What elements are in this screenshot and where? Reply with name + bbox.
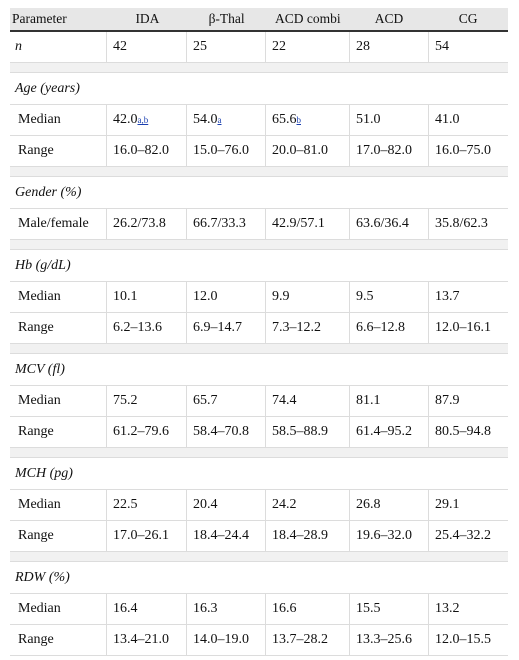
table-cell xyxy=(106,625,186,655)
cell-text: 80.5–94.8 xyxy=(435,424,491,439)
cell-text: 29.1 xyxy=(435,497,460,512)
table-cell xyxy=(349,490,428,520)
cell-text: 16.6 xyxy=(272,601,297,616)
cell-text: 12.0–16.1 xyxy=(435,320,491,335)
cell-text: Median xyxy=(18,393,61,408)
section-label: Age (years) xyxy=(15,80,80,96)
cell-text: 24.2 xyxy=(272,497,297,512)
table-cell xyxy=(428,594,508,624)
table-cell xyxy=(106,521,186,551)
section-spacer xyxy=(10,344,508,354)
table-cell xyxy=(428,386,508,416)
cell-text: 16.4 xyxy=(113,601,138,616)
section-header-row xyxy=(10,354,508,386)
cell-text: 25 xyxy=(193,39,207,54)
section-spacer xyxy=(10,63,508,73)
row-label xyxy=(10,625,106,655)
cell-text: 6.6–12.8 xyxy=(356,320,405,335)
cell-text: 26.2/73.8 xyxy=(113,216,166,231)
table-cell xyxy=(186,282,265,312)
cell-text: 10.1 xyxy=(113,289,138,304)
section-label: Hb (g/dL) xyxy=(15,257,71,273)
section-spacer xyxy=(10,240,508,250)
data-table xyxy=(10,8,508,656)
table-cell xyxy=(106,313,186,343)
table-cell xyxy=(428,105,508,135)
section-label: MCV (fl) xyxy=(15,361,65,377)
row-label xyxy=(10,490,106,520)
section-spacer xyxy=(10,448,508,458)
table-cell xyxy=(428,209,508,239)
cell-text: 58.4–70.8 xyxy=(193,424,249,439)
cell-text: 6.2–13.6 xyxy=(113,320,162,335)
table-cell xyxy=(265,313,349,343)
row-label xyxy=(10,282,106,312)
section-header-row xyxy=(10,73,508,105)
cell-text: 18.4–24.4 xyxy=(193,528,249,543)
table-cell xyxy=(349,521,428,551)
table-cell xyxy=(428,521,508,551)
section-header-row xyxy=(10,177,508,209)
cell-text: 63.6/36.4 xyxy=(356,216,409,231)
cell-text: 9.5 xyxy=(356,289,374,304)
cell-text: 9.9 xyxy=(272,289,290,304)
table-cell xyxy=(106,209,186,239)
row-label xyxy=(10,209,106,239)
cell-text: 16.0–75.0 xyxy=(435,143,491,158)
table-cell xyxy=(106,282,186,312)
cell-text: 81.1 xyxy=(356,393,381,408)
header-acd-combi: ACD combi xyxy=(274,11,341,26)
section-header-row xyxy=(10,562,508,594)
cell-text: 22.5 xyxy=(113,497,138,512)
table-cell xyxy=(349,105,428,135)
header-acd: ACD xyxy=(374,11,404,26)
table-row xyxy=(10,105,508,136)
cell-text: Median xyxy=(18,289,61,304)
table-cell xyxy=(349,594,428,624)
table-cell xyxy=(106,417,186,447)
cell-text: Median xyxy=(18,601,61,616)
cell-text: 17.0–26.1 xyxy=(113,528,169,543)
table-cell xyxy=(186,313,265,343)
table-cell xyxy=(265,136,349,166)
table-cell xyxy=(265,282,349,312)
row-label xyxy=(10,105,106,135)
cell-text: 65.7 xyxy=(193,393,218,408)
cell-text: 87.9 xyxy=(435,393,460,408)
cell-text: Median xyxy=(18,112,61,127)
table-cell xyxy=(349,313,428,343)
cell-text: 17.0–82.0 xyxy=(356,143,412,158)
cell-text: Median xyxy=(18,497,61,512)
table-cell xyxy=(265,417,349,447)
section-label: RDW (%) xyxy=(15,569,70,585)
table-cell xyxy=(349,136,428,166)
table-body xyxy=(10,32,508,656)
cell-text: 15.5 xyxy=(356,601,381,616)
table-cell xyxy=(428,313,508,343)
table-header xyxy=(10,8,508,32)
row-label xyxy=(10,417,106,447)
section-header-row xyxy=(10,250,508,282)
cell-text: 16.0–82.0 xyxy=(113,143,169,158)
table-cell xyxy=(186,209,265,239)
row-label xyxy=(10,32,106,62)
table-cell xyxy=(186,417,265,447)
cell-text: 20.0–81.0 xyxy=(272,143,328,158)
table-row xyxy=(10,386,508,417)
cell-text: 26.8 xyxy=(356,497,381,512)
cell-text: 13.3–25.6 xyxy=(356,632,412,647)
cell-text: Male/female xyxy=(18,216,89,231)
table-cell xyxy=(186,594,265,624)
cell-text: Range xyxy=(18,528,54,543)
table-cell xyxy=(106,490,186,520)
cell-text: 65.6 xyxy=(272,112,297,127)
table-cell xyxy=(349,282,428,312)
cell-text: 7.3–12.2 xyxy=(272,320,321,335)
table-cell xyxy=(428,32,508,62)
table-cell xyxy=(186,386,265,416)
section-spacer xyxy=(10,167,508,177)
table-cell xyxy=(265,209,349,239)
table-cell xyxy=(106,386,186,416)
table-cell xyxy=(428,490,508,520)
cell-text: 19.6–32.0 xyxy=(356,528,412,543)
section-label: Gender (%) xyxy=(15,184,82,200)
cell-text: n xyxy=(15,39,22,54)
cell-text: 13.4–21.0 xyxy=(113,632,169,647)
cell-text: 14.0–19.0 xyxy=(193,632,249,647)
cell-text: 20.4 xyxy=(193,497,218,512)
table-row xyxy=(10,490,508,521)
table-cell xyxy=(349,386,428,416)
table-cell xyxy=(186,136,265,166)
table-row xyxy=(10,282,508,313)
cell-text: 41.0 xyxy=(435,112,460,127)
cell-text: 42 xyxy=(113,39,127,54)
table-cell xyxy=(349,209,428,239)
cell-text: Range xyxy=(18,143,54,158)
header-ida: IDA xyxy=(135,11,160,26)
cell-text: 74.4 xyxy=(272,393,297,408)
table-row xyxy=(10,594,508,625)
cell-text: 61.2–79.6 xyxy=(113,424,169,439)
row-label xyxy=(10,136,106,166)
table-cell xyxy=(186,625,265,655)
cell-text: 42.9/57.1 xyxy=(272,216,325,231)
table-cell xyxy=(428,625,508,655)
cell-text: 25.4–32.2 xyxy=(435,528,491,543)
cell-text: 54 xyxy=(435,39,449,54)
table-cell xyxy=(349,417,428,447)
cell-text: 35.8/62.3 xyxy=(435,216,488,231)
table-row xyxy=(10,521,508,552)
table-cell: 42.0 a,b xyxy=(106,105,186,135)
table-cell: 65.6 b xyxy=(265,105,349,135)
table-cell xyxy=(428,136,508,166)
cell-text: 28 xyxy=(356,39,370,54)
header-beta-thal: β-Thal xyxy=(208,11,245,26)
cell-text: 18.4–28.9 xyxy=(272,528,328,543)
table-row xyxy=(10,417,508,448)
table-cell xyxy=(265,594,349,624)
table-row xyxy=(10,136,508,167)
cell-text: 12.0–15.5 xyxy=(435,632,491,647)
section-spacer xyxy=(10,552,508,562)
table-cell xyxy=(428,417,508,447)
table-cell xyxy=(428,282,508,312)
cell-text: 12.0 xyxy=(193,289,218,304)
section-label: MCH (pg) xyxy=(15,465,73,481)
cell-text: 13.7–28.2 xyxy=(272,632,328,647)
cell-text: 6.9–14.7 xyxy=(193,320,242,335)
table-cell xyxy=(265,386,349,416)
table-cell xyxy=(186,490,265,520)
cell-text: 15.0–76.0 xyxy=(193,143,249,158)
cell-text: Range xyxy=(18,320,54,335)
table-cell xyxy=(265,521,349,551)
section-header-row xyxy=(10,458,508,490)
cell-text: 54.0 xyxy=(193,112,218,127)
header-cg: CG xyxy=(458,11,478,26)
table-row xyxy=(10,209,508,240)
table-row xyxy=(10,313,508,344)
table-cell: 54.0 a xyxy=(186,105,265,135)
cell-text: Range xyxy=(18,632,54,647)
cell-text: 51.0 xyxy=(356,112,381,127)
cell-text: 75.2 xyxy=(113,393,138,408)
row-label xyxy=(10,594,106,624)
table-cell xyxy=(265,490,349,520)
cell-text: 22 xyxy=(272,39,286,54)
table-cell xyxy=(186,32,265,62)
row-label xyxy=(10,386,106,416)
cell-text: 61.4–95.2 xyxy=(356,424,412,439)
table-cell xyxy=(349,32,428,62)
cell-text: 13.2 xyxy=(435,601,460,616)
table-cell xyxy=(106,594,186,624)
row-label xyxy=(10,313,106,343)
table-cell xyxy=(349,625,428,655)
table-cell xyxy=(106,136,186,166)
row-label xyxy=(10,521,106,551)
cell-text: Range xyxy=(18,424,54,439)
cell-text: 42.0 xyxy=(113,112,138,127)
table-cell xyxy=(265,32,349,62)
table-cell xyxy=(106,32,186,62)
cell-text: 13.7 xyxy=(435,289,460,304)
table-cell xyxy=(265,625,349,655)
header-parameter: Parameter xyxy=(12,11,67,26)
table-row xyxy=(10,625,508,656)
table-cell xyxy=(186,521,265,551)
table-row xyxy=(10,32,508,63)
cell-text: 66.7/33.3 xyxy=(193,216,246,231)
cell-text: 16.3 xyxy=(193,601,218,616)
cell-text: 58.5–88.9 xyxy=(272,424,328,439)
